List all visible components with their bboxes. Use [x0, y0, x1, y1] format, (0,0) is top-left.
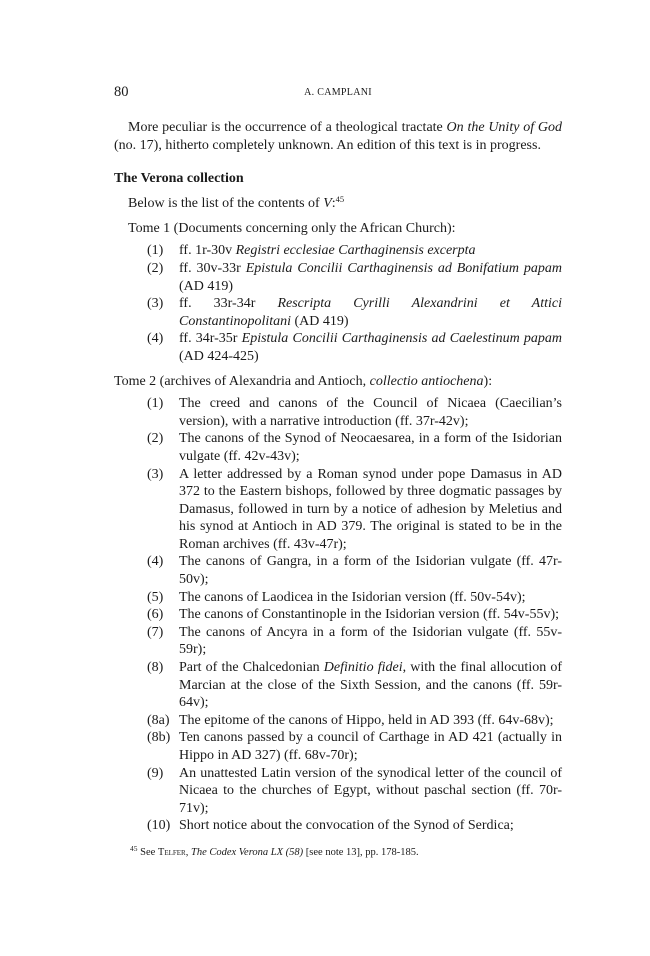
- running-head-author: A. CAMPLANI: [304, 87, 372, 98]
- footnote-author: Telfer: [157, 847, 186, 858]
- list-item: (3) ff. 33r-34r Rescripta Cyrilli Alexandrini et Attici Constantinopolitani (AD 419): [147, 296, 563, 329]
- list-item: (8a) The epitome of the canons of Hippo, held in AD 393 (ff. 64v-68v);: [147, 712, 554, 728]
- tome1-heading: Tome 1 (Documents concerning only the African Church):: [128, 220, 456, 236]
- list-item: (9) An unattested Latin version of the synodical letter of the council of Nicaea to the churches of Egypt, without paschal section (ff. 70r-71v);: [147, 765, 562, 816]
- footnote-ref: 45: [335, 194, 345, 205]
- list-item: (7) The canons of Ancyra in a form of the Isidorian vulgate (ff. 55v-59r);: [147, 624, 562, 658]
- tome1-list: [114, 242, 562, 365]
- list-item: (10) Short notice about the convocation of the Synod of Serdica;: [147, 818, 514, 834]
- running-header: [114, 84, 562, 104]
- tractate-title: On the Unity of God: [446, 120, 562, 135]
- tome2-heading: Tome 2 (archives of Alexandria and Antioch, collectio antiochena):: [114, 373, 493, 389]
- list-intro: Below is the list of the contents of V:$^{45}$: [128, 194, 345, 212]
- list-item: (8b) Ten canons passed by a council of Carthage in AD 421 (actually in Hippo in AD 327) (ff. 68v-70r);: [147, 730, 562, 763]
- footnote-title: The Codex Verona LX (58): [190, 847, 304, 858]
- section-heading: The Verona collection: [114, 171, 244, 187]
- tome2-list: [114, 395, 562, 835]
- list-item: (1) The creed and canons of the Council of Nicaea (Caecilian’s version), with a narrative introduction (ff. 37r-42v);: [147, 396, 562, 429]
- list-item: (4) ff. 34r-35r Epistula Concilii Carthaginensis ad Caelestinum papam (AD 424-425): [147, 331, 562, 364]
- footnote: $^{45}$ See Telfer, The Codex Verona LX (58) [see note 13], pp. 178-185.: [130, 844, 419, 858]
- list-item: (4) The canons of Gangra, in a form of the Isidorian vulgate (ff. 47r-50v);: [147, 554, 562, 588]
- list-item: (2) ff. 30v-33r Epistula Concilii Carthaginensis ad Bonifatium papam (AD 419): [147, 260, 562, 294]
- list-item: (6) The canons of Constantinople in the Isidorian version (ff. 54v-55v);: [147, 607, 559, 623]
- list-item: (1) ff. 1r-30v Registri ecclesiae Carthaginensis excerpta: [147, 243, 476, 259]
- list-item: (5) The canons of Laodicea in the Isidorian version (ff. 50v-54v);: [147, 589, 526, 605]
- list-item: (2) The canons of the Synod of Neocaesarea, in a form of the Isidorian vulgate (ff. 42v-43v);: [147, 431, 562, 464]
- page-number: 80: [114, 84, 129, 100]
- intro-paragraph: More peculiar is the occurrence of a theological tractate On the Unity of God (no. 17), hitherto completely unknown. An edition of this text is in progress.: [114, 120, 562, 153]
- list-item: (8) Part of the Chalcedonian Definitio fidei, with the final allocution of Marcian at the close of the Sixth Session, and the canons (ff. 59r-64v);: [147, 660, 562, 711]
- page-body: [114, 84, 562, 835]
- list-item: (3) A letter addressed by a Roman synod under pope Damasus in AD 372 to the Eastern bishops, followed by three dogmatic passages by Damasus, followed in turn by a notice of adhesion by Meletius and his synod at Antioch in AD 379. The original is stated to be in the Roman archives (ff. 43v-47r);: [147, 466, 562, 552]
